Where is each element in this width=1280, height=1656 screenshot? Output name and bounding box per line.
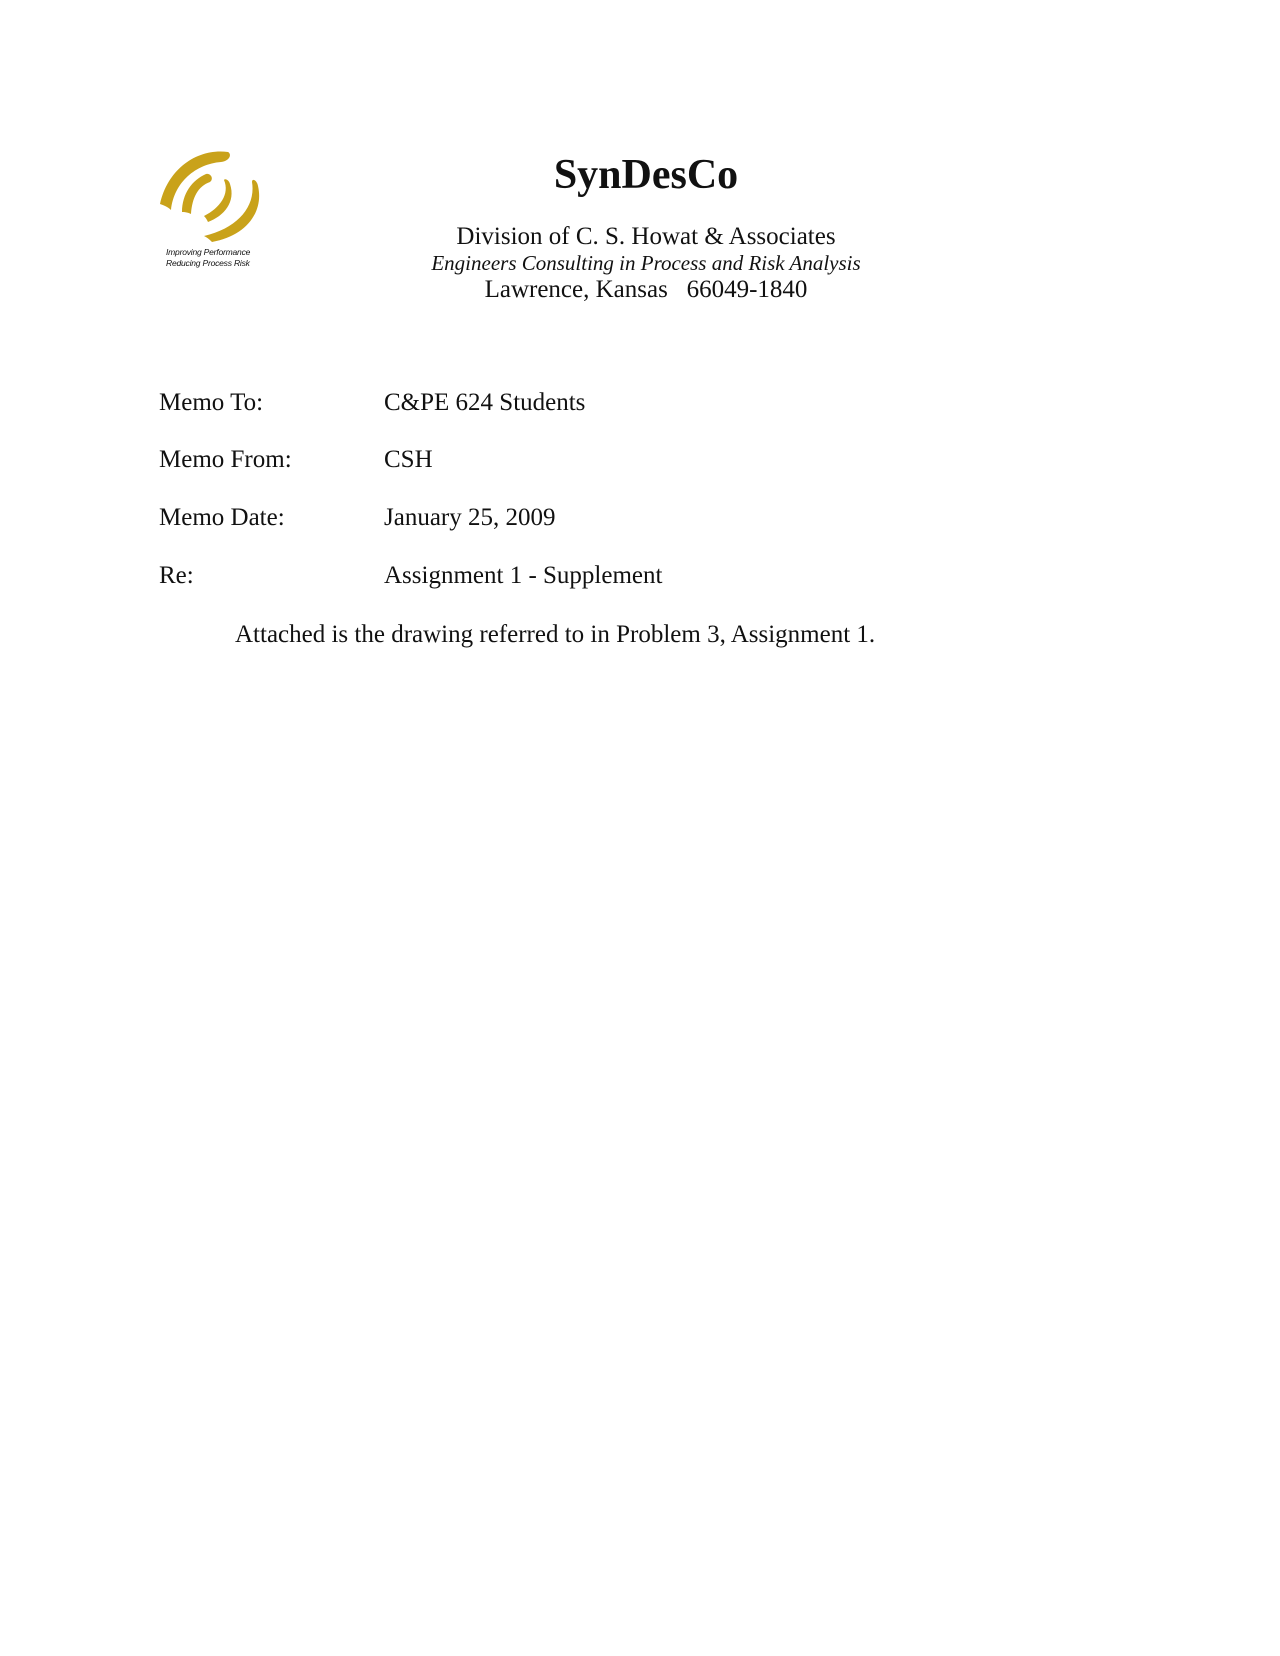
memo-from-value: CSH (384, 446, 433, 473)
address-line: Lawrence, Kansas 66049-1840 (484, 276, 808, 303)
memo-to-value: C&PE 624 Students (384, 389, 586, 416)
memo-date-label: Memo Date: (159, 504, 285, 531)
company-logo (158, 146, 268, 276)
memo-date-value: January 25, 2009 (384, 504, 556, 531)
memo-re-value: Assignment 1 - Supplement (384, 562, 663, 589)
memo-to-label: Memo To: (159, 389, 264, 416)
company-name: SynDesCo (553, 152, 739, 198)
tagline-line-1: Improving Performance (166, 247, 251, 257)
swirl-logo-icon (158, 146, 268, 246)
memo-re-label: Re: (159, 562, 194, 589)
specialty-line: Engineers Consulting in Process and Risk Analysis (431, 251, 861, 275)
logo-tagline (166, 247, 250, 269)
memo-from-label: Memo From: (159, 446, 292, 473)
tagline-line-2: Reducing Process Risk (166, 258, 250, 268)
logo-swirl-middle (182, 174, 212, 214)
memo-body-paragraph: Attached is the drawing referred to in Problem 3, Assignment 1. (235, 621, 876, 648)
logo-swirl-outer (160, 151, 230, 210)
logo-swirl-inner (204, 179, 232, 222)
division-line: Division of C. S. Howat & Associates (456, 223, 836, 250)
